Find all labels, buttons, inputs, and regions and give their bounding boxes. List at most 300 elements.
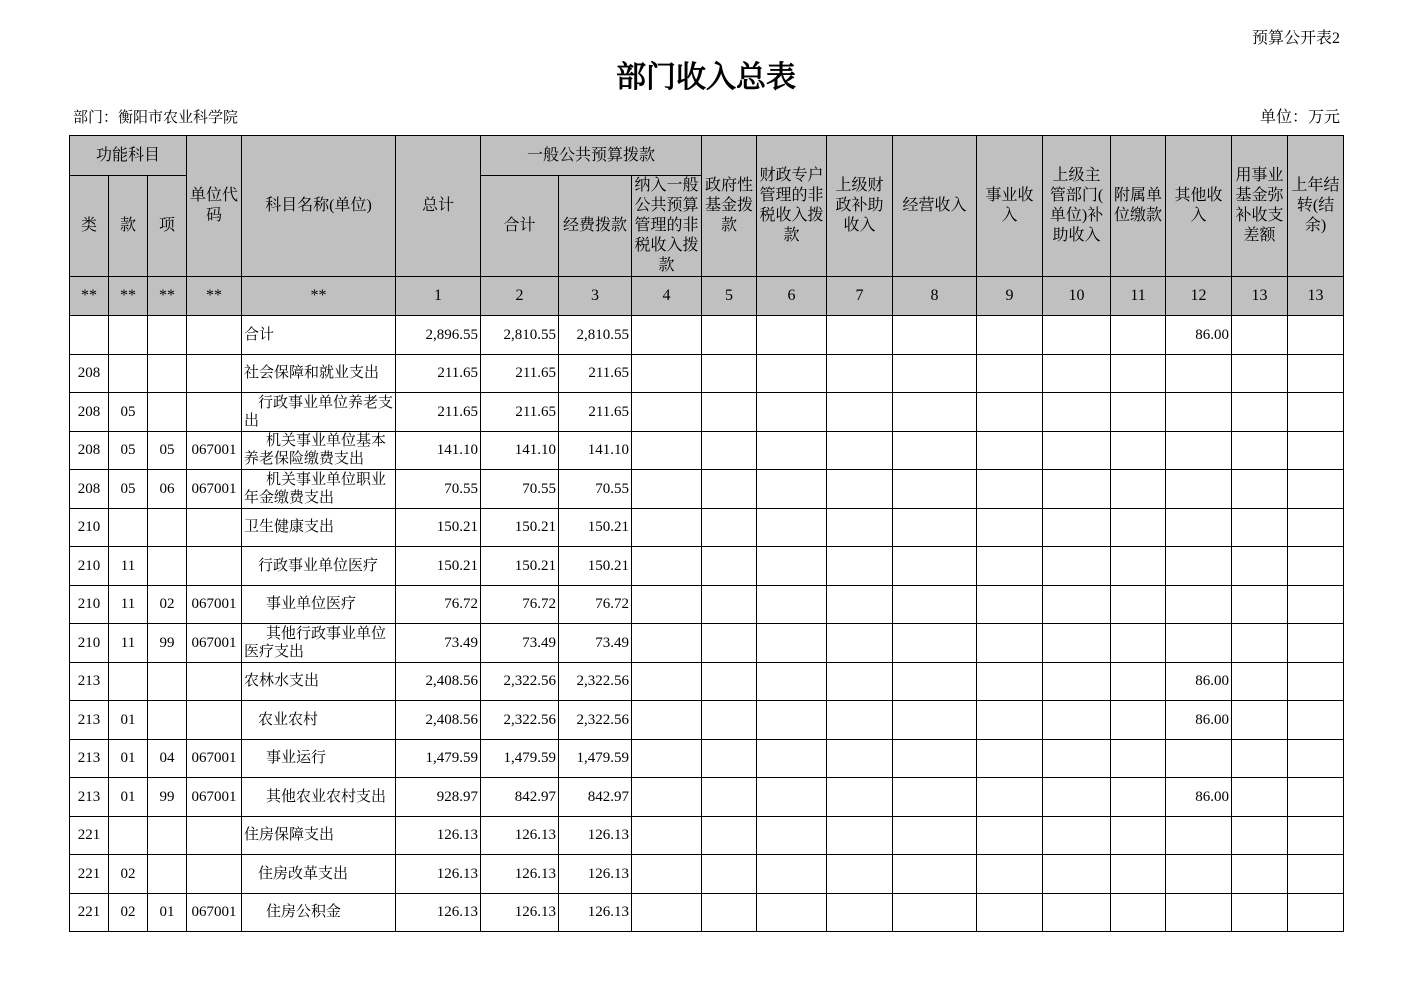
cell-gp-nontax: [632, 624, 702, 663]
cell-lei: 221: [70, 855, 109, 894]
header-business-income: 经营收入: [893, 136, 977, 277]
cell-gp-funds: 150.21: [559, 508, 632, 547]
cell-career-fund: [1232, 739, 1288, 778]
cell-special-acct: [757, 508, 827, 547]
cell-gp-nontax: [632, 778, 702, 817]
cell-xiang: 99: [148, 778, 187, 817]
cell-affiliated: [1111, 624, 1166, 663]
cell-gov-fund: [702, 547, 757, 586]
header-superior-dept: 上级主管部门(单位)补助收入: [1043, 136, 1111, 277]
cell-career-income: [977, 316, 1043, 355]
cell-name: 合计: [242, 316, 396, 355]
cell-career-fund: [1232, 470, 1288, 509]
cell-career-fund: [1232, 431, 1288, 470]
cell-career-fund: [1232, 778, 1288, 817]
cell-affiliated: [1111, 316, 1166, 355]
index-cell: 9: [977, 277, 1043, 316]
cell-career-fund: [1232, 508, 1288, 547]
index-cell: 11: [1111, 277, 1166, 316]
cell-sup-finance: [827, 855, 893, 894]
cell-carryover: [1288, 893, 1344, 932]
cell-affiliated: [1111, 739, 1166, 778]
cell-sup-dept: [1043, 893, 1111, 932]
cell-total: 73.49: [396, 624, 481, 663]
cell-special-acct: [757, 470, 827, 509]
cell-kuan: 02: [109, 893, 148, 932]
cell-carryover: [1288, 816, 1344, 855]
index-cell: **: [109, 277, 148, 316]
cell-sup-finance: [827, 662, 893, 701]
cell-total: 211.65: [396, 354, 481, 393]
index-cell: 8: [893, 277, 977, 316]
cell-gp-total: 76.72: [481, 585, 559, 624]
header-carryover: 上年结转(结余): [1288, 136, 1344, 277]
cell-affiliated: [1111, 662, 1166, 701]
cell-code: [187, 816, 242, 855]
cell-gp-total: 2,322.56: [481, 701, 559, 740]
cell-gp-funds: 126.13: [559, 855, 632, 894]
cell-name: 事业单位医疗: [242, 585, 396, 624]
cell-kuan: 11: [109, 547, 148, 586]
header-index-row: [70, 277, 1344, 316]
cell-sup-finance: [827, 316, 893, 355]
cell-special-acct: [757, 739, 827, 778]
cell-lei: 210: [70, 547, 109, 586]
cell-gp-nontax: [632, 739, 702, 778]
cell-gp-total: 211.65: [481, 354, 559, 393]
index-cell: 5: [702, 277, 757, 316]
cell-gp-total: 150.21: [481, 547, 559, 586]
index-cell: 12: [1166, 277, 1232, 316]
income-summary-table: [69, 135, 1344, 932]
header-special-account: 财政专户管理的非税收入拨款: [757, 136, 827, 277]
cell-affiliated: [1111, 470, 1166, 509]
cell-biz-income: [893, 701, 977, 740]
index-cell: 2: [481, 277, 559, 316]
cell-name: 卫生健康支出: [242, 508, 396, 547]
cell-lei: 221: [70, 816, 109, 855]
cell-special-acct: [757, 585, 827, 624]
cell-kuan: [109, 816, 148, 855]
cell-lei: 210: [70, 624, 109, 663]
cell-career-income: [977, 624, 1043, 663]
cell-sup-finance: [827, 470, 893, 509]
cell-carryover: [1288, 624, 1344, 663]
cell-name: 机关事业单位基本养老保险缴费支出: [242, 431, 396, 470]
table-row: [70, 893, 1344, 932]
header-other-income: 其他收入: [1166, 136, 1232, 277]
cell-sup-finance: [827, 431, 893, 470]
cell-code: [187, 316, 242, 355]
header-general-budget: 一般公共预算拨款: [481, 136, 702, 176]
cell-career-income: [977, 893, 1043, 932]
header-unit-code: 单位代码: [187, 136, 242, 277]
index-cell: 10: [1043, 277, 1111, 316]
cell-biz-income: [893, 624, 977, 663]
cell-sup-finance: [827, 547, 893, 586]
cell-name: 其他农业农村支出: [242, 778, 396, 817]
cell-career-fund: [1232, 393, 1288, 432]
cell-biz-income: [893, 893, 977, 932]
cell-gp-funds: 73.49: [559, 624, 632, 663]
cell-name: 住房改革支出: [242, 855, 396, 894]
cell-special-acct: [757, 662, 827, 701]
cell-career-income: [977, 662, 1043, 701]
table-header: [70, 136, 1344, 316]
cell-total: 126.13: [396, 893, 481, 932]
cell-xiang: 06: [148, 470, 187, 509]
cell-name: 农业农村: [242, 701, 396, 740]
cell-xiang: [148, 547, 187, 586]
header-total: 总计: [396, 136, 481, 277]
cell-total: 126.13: [396, 855, 481, 894]
cell-gp-nontax: [632, 585, 702, 624]
table-row: [70, 585, 1344, 624]
cell-gov-fund: [702, 624, 757, 663]
cell-code: [187, 855, 242, 894]
table-row: [70, 778, 1344, 817]
header-gp-funds: 经费拨款: [559, 176, 632, 277]
cell-sup-dept: [1043, 855, 1111, 894]
cell-biz-income: [893, 547, 977, 586]
cell-name: 行政事业单位养老支出: [242, 393, 396, 432]
cell-xiang: 04: [148, 739, 187, 778]
cell-gov-fund: [702, 431, 757, 470]
cell-carryover: [1288, 547, 1344, 586]
cell-sup-dept: [1043, 739, 1111, 778]
cell-sup-finance: [827, 816, 893, 855]
cell-sup-dept: [1043, 470, 1111, 509]
table-row: [70, 470, 1344, 509]
table-row: [70, 508, 1344, 547]
cell-gov-fund: [702, 893, 757, 932]
cell-sup-dept: [1043, 585, 1111, 624]
cell-code: 067001: [187, 624, 242, 663]
index-cell: 4: [632, 277, 702, 316]
unit-label: 单位：万元: [1259, 109, 1340, 126]
cell-carryover: [1288, 470, 1344, 509]
cell-xiang: 01: [148, 893, 187, 932]
header-gp-subtotal: 合计: [481, 176, 559, 277]
cell-sup-finance: [827, 508, 893, 547]
table-row: [70, 739, 1344, 778]
cell-carryover: [1288, 316, 1344, 355]
header-kuan: 款: [109, 176, 148, 277]
cell-biz-income: [893, 662, 977, 701]
cell-affiliated: [1111, 893, 1166, 932]
cell-other-income: [1166, 354, 1232, 393]
table-row: [70, 624, 1344, 663]
header-career-fund: 用事业基金弥补收支差额: [1232, 136, 1288, 277]
cell-lei: 221: [70, 893, 109, 932]
cell-sup-dept: [1043, 316, 1111, 355]
cell-lei: 208: [70, 431, 109, 470]
cell-sup-finance: [827, 585, 893, 624]
cell-biz-income: [893, 855, 977, 894]
cell-sup-finance: [827, 393, 893, 432]
cell-kuan: 01: [109, 701, 148, 740]
header-lei: 类: [70, 176, 109, 277]
cell-xiang: [148, 316, 187, 355]
header-row-1: [70, 136, 1344, 176]
cell-sup-dept: [1043, 624, 1111, 663]
cell-xiang: [148, 354, 187, 393]
cell-kuan: 01: [109, 778, 148, 817]
cell-affiliated: [1111, 508, 1166, 547]
cell-carryover: [1288, 354, 1344, 393]
cell-career-fund: [1232, 316, 1288, 355]
cell-affiliated: [1111, 585, 1166, 624]
cell-carryover: [1288, 585, 1344, 624]
cell-carryover: [1288, 701, 1344, 740]
table-row: [70, 701, 1344, 740]
cell-xiang: [148, 662, 187, 701]
cell-other-income: 86.00: [1166, 701, 1232, 740]
cell-sup-dept: [1043, 662, 1111, 701]
cell-career-fund: [1232, 354, 1288, 393]
cell-biz-income: [893, 816, 977, 855]
cell-xiang: [148, 816, 187, 855]
cell-gp-nontax: [632, 701, 702, 740]
cell-code: [187, 701, 242, 740]
cell-kuan: [109, 354, 148, 393]
index-cell: 3: [559, 277, 632, 316]
table-body: [70, 316, 1344, 932]
cell-gov-fund: [702, 662, 757, 701]
cell-gov-fund: [702, 739, 757, 778]
header-gp-nontax: 纳入一般公共预算管理的非税收入拨款: [632, 176, 702, 277]
cell-sup-dept: [1043, 816, 1111, 855]
cell-code: [187, 354, 242, 393]
cell-career-fund: [1232, 662, 1288, 701]
cell-lei: [70, 316, 109, 355]
cell-xiang: [148, 855, 187, 894]
cell-gov-fund: [702, 585, 757, 624]
cell-career-fund: [1232, 816, 1288, 855]
cell-special-acct: [757, 893, 827, 932]
cell-other-income: [1166, 431, 1232, 470]
department-label: 部门：衡阳市农业科学院: [73, 110, 239, 126]
cell-sup-dept: [1043, 547, 1111, 586]
cell-career-income: [977, 778, 1043, 817]
cell-total: 150.21: [396, 547, 481, 586]
cell-kuan: [109, 316, 148, 355]
cell-gp-funds: 211.65: [559, 354, 632, 393]
cell-gp-total: 2,322.56: [481, 662, 559, 701]
cell-lei: 208: [70, 393, 109, 432]
cell-career-income: [977, 393, 1043, 432]
cell-other-income: [1166, 508, 1232, 547]
cell-kuan: 11: [109, 585, 148, 624]
cell-gov-fund: [702, 508, 757, 547]
cell-affiliated: [1111, 816, 1166, 855]
cell-gov-fund: [702, 816, 757, 855]
cell-total: 2,896.55: [396, 316, 481, 355]
cell-gp-total: 126.13: [481, 855, 559, 894]
index-cell: **: [187, 277, 242, 316]
cell-name: 农林水支出: [242, 662, 396, 701]
index-cell: **: [148, 277, 187, 316]
cell-gp-nontax: [632, 547, 702, 586]
cell-gp-nontax: [632, 431, 702, 470]
cell-special-acct: [757, 701, 827, 740]
cell-code: 067001: [187, 893, 242, 932]
cell-kuan: [109, 508, 148, 547]
cell-special-acct: [757, 316, 827, 355]
cell-lei: 208: [70, 354, 109, 393]
cell-lei: 213: [70, 778, 109, 817]
table-row: [70, 816, 1344, 855]
cell-affiliated: [1111, 855, 1166, 894]
cell-career-fund: [1232, 547, 1288, 586]
cell-career-income: [977, 739, 1043, 778]
cell-gp-nontax: [632, 508, 702, 547]
cell-other-income: [1166, 624, 1232, 663]
table-row: [70, 855, 1344, 894]
cell-other-income: [1166, 470, 1232, 509]
cell-other-income: 86.00: [1166, 662, 1232, 701]
cell-name: 行政事业单位医疗: [242, 547, 396, 586]
cell-name: 社会保障和就业支出: [242, 354, 396, 393]
cell-sup-finance: [827, 624, 893, 663]
cell-sup-finance: [827, 354, 893, 393]
cell-gp-funds: 2,810.55: [559, 316, 632, 355]
cell-sup-dept: [1043, 508, 1111, 547]
cell-xiang: [148, 508, 187, 547]
cell-other-income: 86.00: [1166, 316, 1232, 355]
cell-gp-total: 842.97: [481, 778, 559, 817]
cell-gp-funds: 2,322.56: [559, 701, 632, 740]
cell-gp-total: 126.13: [481, 893, 559, 932]
table-row: [70, 354, 1344, 393]
cell-gp-total: 211.65: [481, 393, 559, 432]
header-function-subject: 功能科目: [70, 136, 187, 176]
cell-career-income: [977, 855, 1043, 894]
cell-carryover: [1288, 739, 1344, 778]
header-gov-fund: 政府性基金拨款: [702, 136, 757, 277]
cell-gp-funds: 126.13: [559, 893, 632, 932]
cell-career-fund: [1232, 893, 1288, 932]
table-row: [70, 662, 1344, 701]
cell-gp-nontax: [632, 662, 702, 701]
cell-name: 机关事业单位职业年金缴费支出: [242, 470, 396, 509]
cell-biz-income: [893, 354, 977, 393]
cell-gp-nontax: [632, 893, 702, 932]
cell-sup-dept: [1043, 354, 1111, 393]
cell-xiang: [148, 701, 187, 740]
cell-biz-income: [893, 508, 977, 547]
cell-career-fund: [1232, 624, 1288, 663]
form-number: 预算公开表2: [1251, 30, 1340, 47]
cell-lei: 210: [70, 508, 109, 547]
header-subject-name: 科目名称(单位): [242, 136, 396, 277]
cell-gov-fund: [702, 393, 757, 432]
cell-special-acct: [757, 431, 827, 470]
cell-name: 住房保障支出: [242, 816, 396, 855]
cell-carryover: [1288, 431, 1344, 470]
cell-biz-income: [893, 739, 977, 778]
cell-gp-funds: 2,322.56: [559, 662, 632, 701]
cell-other-income: [1166, 585, 1232, 624]
cell-sup-finance: [827, 701, 893, 740]
cell-other-income: [1166, 393, 1232, 432]
cell-lei: 208: [70, 470, 109, 509]
cell-sup-finance: [827, 778, 893, 817]
cell-special-acct: [757, 393, 827, 432]
cell-gp-total: 2,810.55: [481, 316, 559, 355]
cell-sup-dept: [1043, 778, 1111, 817]
table-row: [70, 316, 1344, 355]
cell-carryover: [1288, 662, 1344, 701]
cell-gov-fund: [702, 701, 757, 740]
cell-gp-funds: 211.65: [559, 393, 632, 432]
cell-career-income: [977, 585, 1043, 624]
cell-lei: 210: [70, 585, 109, 624]
cell-affiliated: [1111, 431, 1166, 470]
cell-affiliated: [1111, 778, 1166, 817]
cell-kuan: 01: [109, 739, 148, 778]
table-row: [70, 393, 1344, 432]
cell-career-fund: [1232, 585, 1288, 624]
cell-code: [187, 508, 242, 547]
cell-biz-income: [893, 431, 977, 470]
cell-gp-nontax: [632, 393, 702, 432]
cell-carryover: [1288, 508, 1344, 547]
table-row: [70, 431, 1344, 470]
cell-affiliated: [1111, 393, 1166, 432]
index-cell: **: [242, 277, 396, 316]
cell-code: 067001: [187, 778, 242, 817]
cell-special-acct: [757, 816, 827, 855]
cell-career-fund: [1232, 701, 1288, 740]
cell-lei: 213: [70, 701, 109, 740]
cell-other-income: [1166, 855, 1232, 894]
cell-code: 067001: [187, 585, 242, 624]
cell-biz-income: [893, 470, 977, 509]
cell-xiang: 05: [148, 431, 187, 470]
cell-code: [187, 547, 242, 586]
page-title: 部门收入总表: [616, 61, 796, 94]
cell-code: 067001: [187, 431, 242, 470]
cell-gp-funds: 70.55: [559, 470, 632, 509]
cell-total: 211.65: [396, 393, 481, 432]
cell-affiliated: [1111, 547, 1166, 586]
cell-sup-dept: [1043, 431, 1111, 470]
cell-gp-total: 1,479.59: [481, 739, 559, 778]
index-cell: 1: [396, 277, 481, 316]
cell-name: 事业运行: [242, 739, 396, 778]
cell-sup-finance: [827, 893, 893, 932]
cell-special-acct: [757, 778, 827, 817]
cell-code: [187, 662, 242, 701]
cell-kuan: [109, 662, 148, 701]
cell-kuan: 05: [109, 393, 148, 432]
cell-gov-fund: [702, 316, 757, 355]
cell-other-income: [1166, 816, 1232, 855]
cell-code: [187, 393, 242, 432]
header-affiliated: 附属单位缴款: [1111, 136, 1166, 277]
cell-total: 76.72: [396, 585, 481, 624]
header-superior-finance: 上级财政补助收入: [827, 136, 893, 277]
cell-gp-nontax: [632, 855, 702, 894]
cell-carryover: [1288, 393, 1344, 432]
cell-gp-total: 141.10: [481, 431, 559, 470]
cell-gp-funds: 150.21: [559, 547, 632, 586]
cell-kuan: 02: [109, 855, 148, 894]
index-cell: 13: [1232, 277, 1288, 316]
cell-biz-income: [893, 393, 977, 432]
cell-total: 70.55: [396, 470, 481, 509]
